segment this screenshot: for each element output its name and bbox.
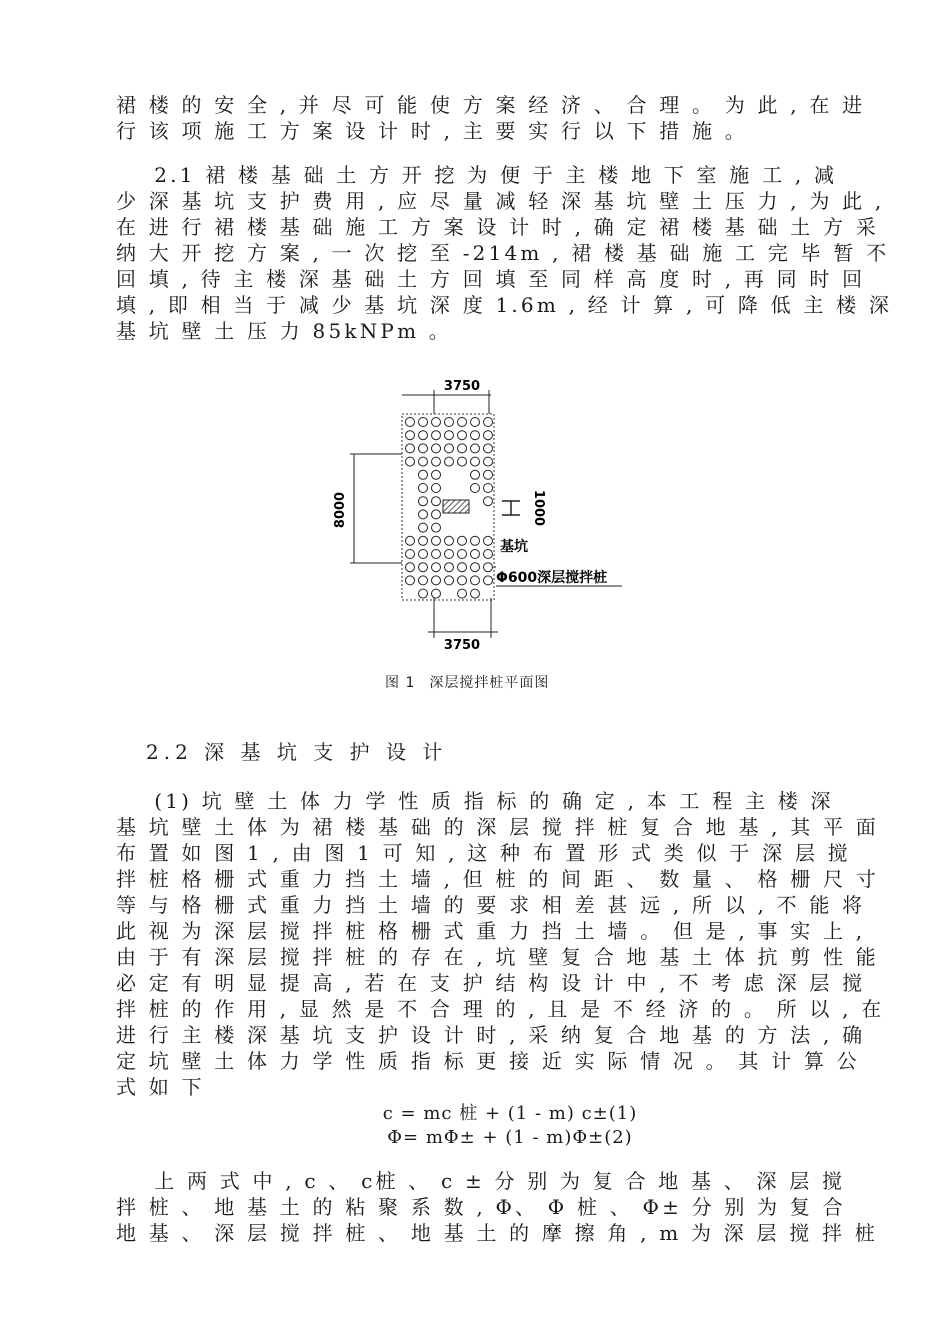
pile-circle (484, 418, 493, 427)
pile-circle (432, 431, 441, 440)
text-line: 裙 楼 的 安 全 , 并 尽 可 能 使 方 案 经 济 、 合 理 。 为 此 , 在 进 (116, 93, 866, 117)
pile-label: Φ600深层搅拌桩 (496, 570, 608, 586)
pile-circle (471, 431, 480, 440)
pile-circle (419, 523, 428, 532)
text-line: 拌 桩 、 地 基 土 的 粘 聚 系 数 , Φ、 Φ 桩 、 Φ± 分 别 为 复 合 (116, 1195, 846, 1219)
text-line: 由 于 有 深 层 搅 拌 桩 的 存 在 , 坑 壁 复 合 地 基 土 体 抗 剪 性 能 (116, 945, 879, 969)
pile-circle (445, 536, 454, 545)
text-line: 式 如 下 (116, 1075, 205, 1099)
text-line: 拌 桩 格 栅 式 重 力 挡 土 墙 , 但 桩 的 间 距 、 数 量 、 格 栅 尺 寸 (116, 867, 879, 891)
text-line: 在 进 行 裙 楼 基 础 施 工 方 案 设 计 时 , 确 定 裙 楼 基 础 土 方 采 (116, 215, 879, 239)
pile-circle (406, 536, 415, 545)
pile-circle (458, 550, 467, 559)
intro-paragraph (116, 92, 866, 144)
pile-circle (445, 431, 454, 440)
text-line: 回 填 , 待 主 楼 深 基 础 土 方 回 填 至 同 样 高 度 时 , 再 同 时 回 (116, 267, 866, 291)
section-2-1-paragraph (116, 162, 893, 344)
pile-circle (471, 444, 480, 453)
pile-circle (419, 550, 428, 559)
text-line: 少 深 基 坑 支 护 费 用 , 应 尽 量 减 轻 深 基 坑 壁 土 压 力 , 为 此 , (116, 189, 885, 213)
hatched-block (443, 500, 469, 513)
pile-circle (419, 576, 428, 585)
pile-circle (432, 589, 441, 598)
pile-circle (419, 563, 428, 572)
pile-circle (458, 418, 467, 427)
pile-circle (484, 497, 493, 506)
pile-circle (419, 431, 428, 440)
pile-circle (432, 536, 441, 545)
text-line: 此 视 为 深 层 搅 拌 桩 格 栅 式 重 力 挡 土 墙 。 但 是 , 事 实 上 , (116, 919, 866, 943)
pile-circle (484, 536, 493, 545)
pile-circle (406, 550, 415, 559)
pile-circle (432, 523, 441, 532)
pile-circle (458, 444, 467, 453)
pile-circle (432, 444, 441, 453)
pile-circle (432, 418, 441, 427)
dim-bottom-label: 3750 (443, 638, 481, 653)
section-2-2-paragraph (116, 788, 885, 1100)
pile-circle (432, 497, 441, 506)
pile-circle (484, 576, 493, 585)
pile-circle (484, 484, 493, 493)
pile-circle (419, 589, 428, 598)
pile-circle (432, 576, 441, 585)
text-line: 行 该 项 施 工 方 案 设 计 时 , 主 要 实 行 以 下 措 施 。 (116, 119, 748, 143)
pile-circle (406, 457, 415, 466)
pile-circle (445, 576, 454, 585)
pile-circle (432, 484, 441, 493)
pile-circle (471, 484, 480, 493)
pile-circle (432, 457, 441, 466)
section-2-2-heading: 2.2 深 基 坑 支 护 设 计 (146, 740, 448, 764)
pile-circle (406, 444, 415, 453)
pile-circle (406, 563, 415, 572)
pit-label: 基坑 (500, 539, 528, 555)
pile-circle (458, 576, 467, 585)
text-line: 2.1 裙 楼 基 础 土 方 开 挖 为 便 于 主 楼 地 下 室 施 工 , 减 (116, 163, 838, 187)
pile-circle (484, 431, 493, 440)
text-line: 上 两 式 中 , c 、 c桩 、 c ± 分 别 为 复 合 地 基 、 深 层 搅 (116, 1169, 846, 1193)
pile-circle (432, 563, 441, 572)
dim-top-label: 3750 (443, 379, 481, 394)
pile-circle (432, 470, 441, 479)
pile-circle (445, 418, 454, 427)
pile-circle (419, 418, 428, 427)
pile-circle (471, 536, 480, 545)
text-line: 填 , 即 相 当 于 减 少 基 坑 深 度 1.6m , 经 计 算 , 可 降 低 主 楼 深 (116, 293, 893, 317)
pile-circle (445, 563, 454, 572)
pile-circle (432, 510, 441, 519)
pile-circle (484, 563, 493, 572)
figure-caption (385, 672, 563, 692)
pile-circle (471, 470, 480, 479)
pile-circle (471, 589, 480, 598)
text-line: 基 坑 壁 土 体 为 裙 楼 基 础 的 深 层 搅 拌 桩 复 合 地 基 , 其 平 面 (116, 815, 879, 839)
pile-circle (458, 589, 467, 598)
pile-circle (406, 431, 415, 440)
pile-circle (419, 470, 428, 479)
formula-2: Φ= mΦ± + (1 - m)Φ±(2) (387, 1127, 633, 1148)
text-line: 基 坑 壁 土 压 力 85kNPm 。 (116, 319, 452, 343)
pile-circle (484, 457, 493, 466)
pile-circle (432, 550, 441, 559)
pile-layout-figure (330, 355, 630, 685)
text-line: 进 行 主 楼 深 基 坑 支 护 设 计 时 , 采 纳 复 合 地 基 的 方 法 , 确 (116, 1023, 866, 1047)
pile-circle (458, 431, 467, 440)
text-line: 拌 桩 的 作 用 , 显 然 是 不 合 理 的 , 且 是 不 经 济 的 。 所 以 , 在 (116, 997, 885, 1021)
pile-circle (419, 444, 428, 453)
pile-circle (419, 484, 428, 493)
pile-circle (471, 418, 480, 427)
dim-right-label: 1000 (531, 489, 546, 527)
pile-circle (484, 444, 493, 453)
pile-circle (406, 418, 415, 427)
pile-circle (471, 457, 480, 466)
pile-circle (484, 550, 493, 559)
text-line: 定 坑 壁 土 体 力 学 性 质 指 标 更 接 近 实 际 情 况 。 其 计 算 公 (116, 1049, 860, 1073)
text-line: (1) 坑 壁 土 体 力 学 性 质 指 标 的 确 定 , 本 工 程 主 楼 深 (116, 789, 834, 813)
text-line: 地 基 、 深 层 搅 拌 桩 、 地 基 土 的 摩 擦 角 , m 为 深 层 搅 拌 桩 (116, 1221, 878, 1245)
pile-circle (484, 470, 493, 479)
pile-circle (419, 510, 428, 519)
pile-circle (445, 457, 454, 466)
pile-circle (458, 457, 467, 466)
pile-circle (406, 576, 415, 585)
pile-circle (458, 536, 467, 545)
pile-circle (419, 497, 428, 506)
text-line: 纳 大 开 挖 方 案 , 一 次 挖 至 -214m , 裙 楼 基 础 施 工 完 毕 暂 不 (116, 241, 890, 265)
text-line: 布 置 如 图 1 , 由 图 1 可 知 , 这 种 布 置 形 式 类 似 于 深 层 搅 (116, 841, 851, 865)
pile-circle (471, 576, 480, 585)
text-line: 必 定 有 明 显 提 高 , 若 在 支 护 结 构 设 计 中 , 不 考 虑 深 层 搅 (116, 971, 866, 995)
pile-circle (458, 563, 467, 572)
pile-circle (419, 457, 428, 466)
pile-circle (471, 563, 480, 572)
pile-circle (445, 444, 454, 453)
caption-text: 深层搅拌桩平面图 (429, 675, 550, 691)
explanation-paragraph (116, 1168, 878, 1246)
dim-left-label: 8000 (333, 491, 348, 529)
text-line: 等 与 格 栅 式 重 力 挡 土 墙 的 要 求 相 差 甚 远 , 所 以 , 不 能 将 (116, 893, 866, 917)
pile-circle (471, 550, 480, 559)
formula-1: c = mc 桩 + (1 - m) c±(1) (382, 1103, 638, 1124)
caption-number: 图 1 (385, 675, 416, 691)
pile-circle (419, 536, 428, 545)
pile-circle (445, 550, 454, 559)
